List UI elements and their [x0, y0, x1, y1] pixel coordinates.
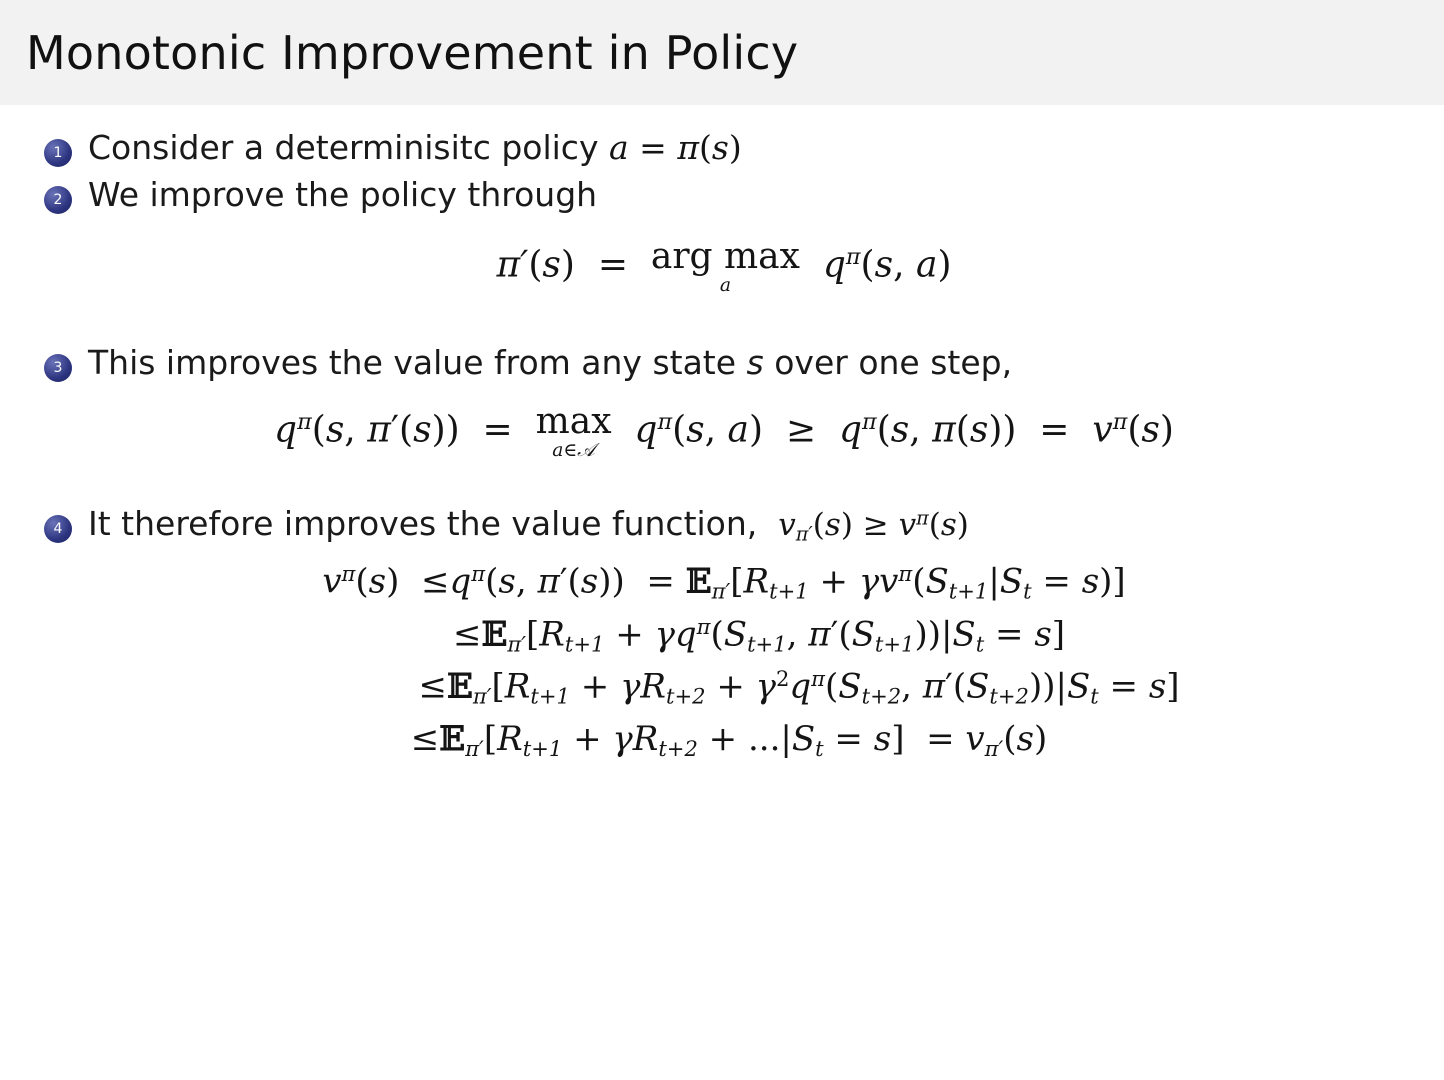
list-item [44, 503, 1404, 547]
list-item [44, 127, 1404, 170]
bullet-number-1: 1 [44, 139, 72, 167]
item-3-text: This improves the value from any state s over one step, [88, 342, 1013, 382]
equation-2: $q^\pi(s$, π′(s)) = max a∈𝒜 $q^\pi(s$, $a) \ge q^\pi(s$, $\pi(s)) = v^\pi(s)$ [274, 401, 1174, 462]
equation-3-line-4: $\le 𝔼_{\pi'}[R_{t+1} + \gamma R_{t+2} + ...|S_t = s] = v_{\pi'}(s)$ [410, 718, 1048, 761]
item-1-label: Consider a determinisitc policy [88, 128, 599, 167]
equation-3-block [44, 561, 1404, 760]
title-bar [0, 0, 1444, 105]
bullet-number-3: 3 [44, 354, 72, 382]
list-item [44, 342, 1404, 385]
equation-3-line-2: $\le 𝔼_{\pi'}[R_{t+1} + \gamma q^\pi(S_{t+1}$, $\pi'(S_{t+1}))|S_t = s$] [452, 613, 1066, 657]
page-title: Monotonic Improvement in Policy [26, 25, 799, 80]
item-2-text: We improve the policy through [88, 174, 598, 214]
item-4-inline-math: $v_{\pi'}(s) \ge v^\pi(s)$ [778, 506, 969, 546]
equation-1: π′(s) = arg max a $q^\pi(s$, a) [496, 235, 952, 296]
max-operator: max a∈𝒜 [535, 401, 612, 462]
item-1-inline-math: a = π(s) [609, 128, 742, 167]
list-item [44, 174, 1404, 217]
equation-3-line-3: $\le 𝔼_{\pi'}[R_{t+1} + \gamma R_{t+2} + \gamma^2q^\pi(S_{t+2}$, $\pi'(S_{t+2}))|S_t = s$] [418, 666, 1180, 709]
slide-content [0, 105, 1444, 761]
bullet-number-2: 2 [44, 186, 72, 214]
item-4-text: It therefore improves the value function, $v_{\pi'}(s) \ge v^\pi(s)$ [88, 504, 969, 546]
argmax-operator: arg max a [650, 235, 800, 296]
bullet-number-4: 4 [44, 515, 72, 543]
item-1-text [88, 127, 742, 170]
equation-3-line-1: $v^\pi(s) \le q^\pi(s$, $\pi'(s)) = 𝔼_{\pi'}[R_{t+1} + \gamma v^\pi(S_{t+1}|S_t = s)]$ [322, 561, 1126, 604]
